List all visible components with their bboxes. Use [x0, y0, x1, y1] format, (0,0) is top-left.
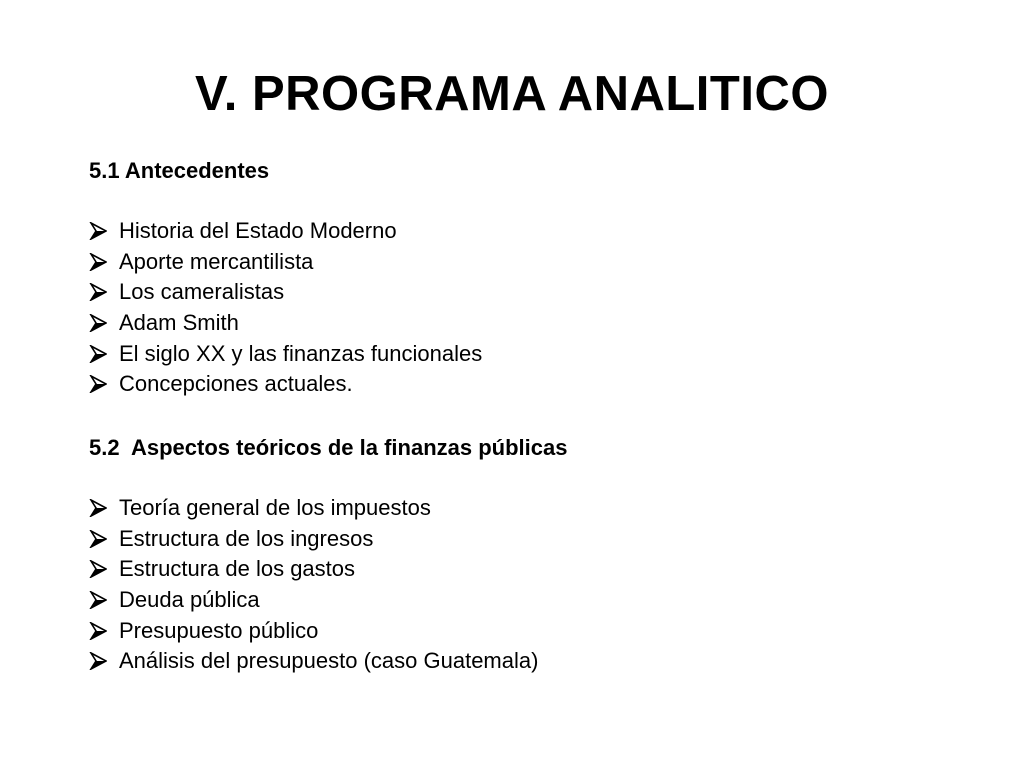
list-item [89, 554, 989, 585]
section-heading: 5.2 Aspectos teóricos de la finanzas públicas [89, 435, 568, 460]
bullet-list [89, 493, 989, 677]
list-item-label: El siglo XX y las finanzas funcionales [119, 340, 483, 366]
arrowhead-bullet-icon [89, 314, 107, 332]
arrowhead-bullet-icon [89, 530, 107, 548]
arrowhead-bullet-icon [89, 283, 107, 301]
list-item [89, 524, 989, 555]
bullet-list [89, 216, 989, 400]
section-antecedentes [89, 155, 989, 400]
section-aspectos-teoricos [89, 432, 989, 677]
list-item [89, 615, 989, 646]
list-item [89, 308, 989, 339]
arrowhead-bullet-icon [89, 591, 107, 609]
list-item-label: Historia del Estado Moderno [119, 218, 397, 244]
list-item [89, 216, 989, 247]
list-item [89, 369, 989, 400]
arrowhead-bullet-icon [89, 622, 107, 640]
arrowhead-bullet-icon [89, 375, 107, 393]
list-item-label: Deuda pública [119, 587, 260, 613]
list-item-label: Aporte mercantilista [119, 248, 314, 274]
list-item [89, 585, 989, 616]
list-item-label: Los cameralistas [119, 279, 285, 305]
list-item [89, 247, 989, 278]
list-item-label: Estructura de los ingresos [119, 525, 374, 551]
list-item-label: Adam Smith [119, 310, 239, 336]
arrowhead-bullet-icon [89, 222, 107, 240]
list-item-label: Teoría general de los impuestos [119, 495, 431, 521]
list-item [89, 493, 989, 524]
slide-title: V. PROGRAMA ANALITICO [195, 67, 829, 121]
list-item-label: Estructura de los gastos [119, 556, 356, 582]
section-heading: 5.1 Antecedentes [89, 158, 270, 183]
arrowhead-bullet-icon [89, 652, 107, 670]
list-item-label: Análisis del presupuesto (caso Guatemala) [119, 648, 539, 674]
list-item-label: Presupuesto público [119, 617, 319, 643]
list-item [89, 646, 989, 677]
arrowhead-bullet-icon [89, 560, 107, 578]
arrowhead-bullet-icon [89, 499, 107, 517]
list-item [89, 277, 989, 308]
arrowhead-bullet-icon [89, 253, 107, 271]
arrowhead-bullet-icon [89, 345, 107, 363]
list-item [89, 338, 989, 369]
list-item-label: Concepciones actuales. [119, 371, 353, 397]
